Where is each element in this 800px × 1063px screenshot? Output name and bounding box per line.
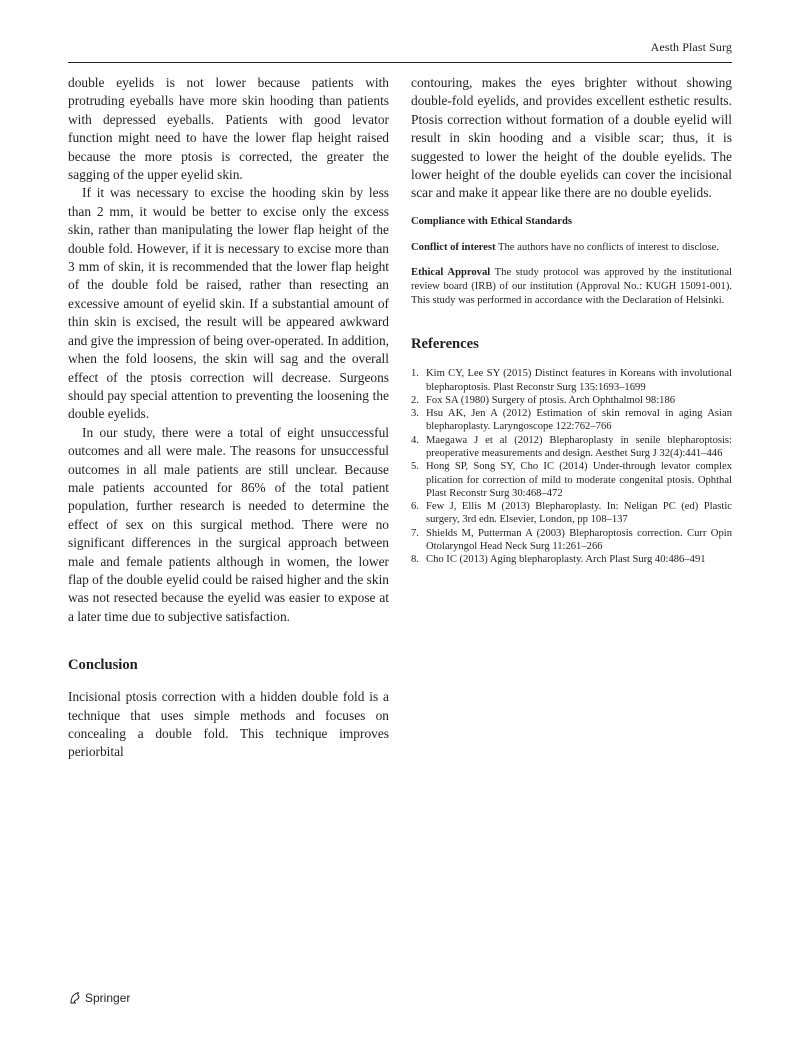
reference-text: Fox SA (1980) Surgery of ptosis. Arch Ophthalmol 98:186 [426,394,676,406]
reference-text: Cho IC (2013) Aging blepharoplasty. Arch Plast Surg 40:486–491 [426,554,706,566]
header-rule [68,62,732,63]
reference-item [411,527,732,554]
ethical-lead: Ethical Approval [411,267,491,279]
reference-number: 4. [411,434,419,446]
reference-number: 5. [411,461,419,473]
reference-number: 7. [411,527,419,539]
reference-text: Shields M, Putterman A (2003) Blepharoptosis correction. Curr Opin Otolaryngol Head Neck Surg 11:261–266 [426,527,732,553]
publisher-name: Springer [85,991,131,1005]
reference-item [411,460,732,500]
reference-item [411,553,732,566]
body-paragraph: double eyelids is not lower because patients with protruding eyeballs have more skin hooding than patients with depressed eyeballs. Patients with good levator function might need to have the lower flap height raised because the more ptosis is corrected, the greater the sagging of the upper eyelid skin. [68,75,389,183]
reference-number: 3. [411,408,419,420]
conclusion-paragraph: Incisional ptosis correction with a hidden double fold is a technique that uses simple methods and focuses on concealing a double fold. This technique improves periorbital [68,689,389,760]
conflict-text: The authors have no conflicts of interest to disclose. [495,241,719,253]
ethical-approval [411,266,732,307]
reference-list [411,367,732,566]
body-paragraph: If it was necessary to excise the hooding skin by less than 2 mm, it would be better to excise only the excess skin, rather than manipulating the lower flap height of the double fold. However, if it is necessary to excise more than 3 mm of skin, it is recommended that the lower flap height of the double fold be raised, rather than resecting an excessive amount of eyelid skin. If a substantial amount of thin skin is excised, the result will be appeared awkward and give the impression of being over-operated. In addition, when the fold loosens, the skin will sag and the overall effect of the ptosis correction will decrease. Surgeons should pay special attention to preventing the loosening the double eyelids. [68,185,390,422]
conflict-lead: Conflict of interest [411,241,496,253]
reference-text: Few J, Ellis M (2013) Blepharoplasty. In: Neligan PC (ed) Plastic surgery, 3rd edn. Elsevier, London, pp 108–137 [426,501,732,526]
conclusion-paragraph-continued: contouring, makes the eyes brighter without showing double-fold eyelids, and provides excellent esthetic results. Ptosis correction without formation of a double eyelid will result in skin hooding and a visible scar; thus, it is suggested to lower the height of the double eyelids. The lower height of the double eyelids can cover the incisional scar and make it appear like there are no double eyelids. [411,75,732,201]
conflict-of-interest [411,241,732,255]
reference-number: 6. [411,501,419,513]
reference-item [411,394,732,407]
body-paragraph: In our study, there were a total of eight unsuccessful outcomes and all were male. The reasons for unsuccessful outcomes in all male patients are still unclear. Because male patients accounted for 86% of the total patient population, further research is needed to determine the effect of sex on this surgical method. There were no significant differences in the surgical approach between male and female patients although in women, the lower flap of the double eyelid could be raised higher and the skin was not resected because the eyelid was easier to expose at a later time due to subjective satisfaction. [68,424,389,624]
reference-item [411,500,732,527]
reference-item [411,407,732,434]
reference-item [411,434,732,461]
running-head: Aesth Plast Surg [650,40,732,54]
ethical-text: The study protocol was approved by the institutional review board (IRB) of our institution (Approval No.: KUGH 15091-001). This study was performed in accordance with the Declaration of Helsinki. [411,267,732,306]
reference-item [411,367,732,394]
reference-number: 2. [411,394,419,406]
reference-text: Hsu AK, Jen A (2012) Estimation of skin removal in aging Asian blepharoplasty. Laryngoscope 122:762–766 [426,408,732,433]
springer-horse-icon [68,991,82,1005]
reference-number: 1. [411,368,419,380]
compliance-heading: Compliance with Ethical Standards [411,215,572,227]
references-heading: References [411,336,479,353]
left-column [68,74,389,762]
reference-number: 8. [411,554,419,566]
reference-text: Kim CY, Lee SY (2015) Distinct features in Koreans with involutional blepharoptosis. Plast Reconstr Surg 135:1693–1699 [426,368,732,393]
reference-text: Hong SP, Song SY, Cho IC (2014) Under-through levator complex plication for correction of mild to moderate congenital ptosis. Ophthal Plast Reconstr Surg 30:468–472 [426,461,732,499]
reference-text: Maegawa J et al (2012) Blepharoplasty in senile blepharoptosis: preoperative measurements and design. Aesthet Surg J 32(4):441–446 [426,434,732,459]
right-column [411,74,732,567]
publisher-footer [68,991,130,1005]
conclusion-heading: Conclusion [68,657,138,674]
